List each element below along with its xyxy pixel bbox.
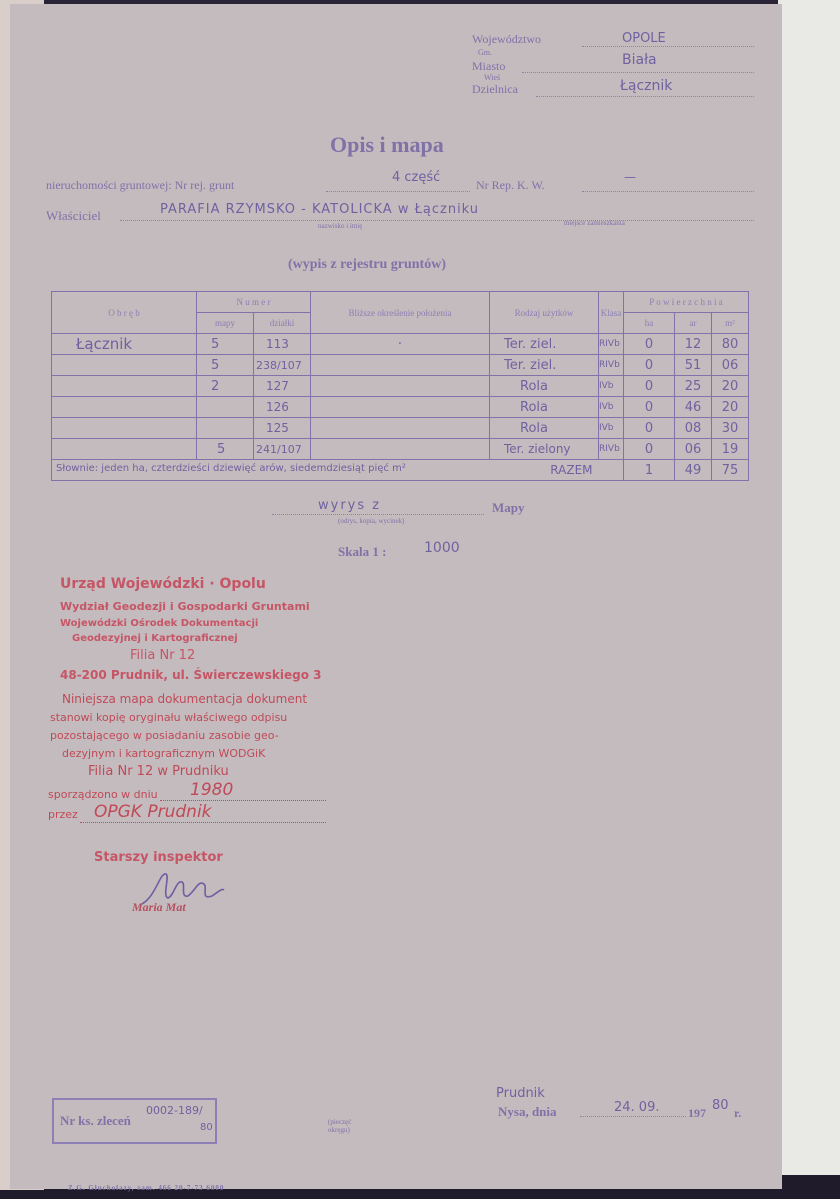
owner-label: Właściciel <box>46 208 101 223</box>
cell-ha: 0 <box>624 334 675 355</box>
owner-dotline <box>120 220 754 221</box>
table-row <box>52 439 749 460</box>
document-subtitle: (wypis z rejestru gruntów) <box>288 257 446 272</box>
certification-line2: stanowi kopię oryginału właściwego odpisu <box>50 711 288 724</box>
signatory-name: Maria Mat <box>132 900 186 914</box>
cell-mapa: 5 <box>197 355 254 376</box>
stamp-line1: Urząd Wojewódzki · Opolu <box>60 576 266 592</box>
kw-label: Nr Rep. K. W. <box>476 178 545 192</box>
header-numer: N u m e r <box>197 292 311 313</box>
scale-value: 1000 <box>424 540 460 556</box>
stamp-line2: Wydział Geodezji i Gospodarki Gruntami <box>60 600 310 613</box>
cell-rodzaj: Ter. zielony <box>490 439 599 460</box>
owner-caption-left: nazwisko i imię <box>318 222 363 230</box>
table-row <box>52 376 749 397</box>
cell-dzialka: 126 <box>254 397 311 418</box>
cell-m2: 20 <box>712 376 749 397</box>
certification-by-value: OPGK Prudnik <box>94 802 212 822</box>
total-ha: 1 <box>624 460 675 481</box>
cell-okreslenie <box>311 355 490 376</box>
footer-year-value: 80 <box>712 1098 729 1113</box>
cell-mapa: 2 <box>197 376 254 397</box>
municipality-label: Miasto <box>472 59 506 73</box>
cell-rodzaj: Ter. ziel. <box>490 334 599 355</box>
cell-mapa: 5 <box>197 334 254 355</box>
cell-obreb <box>52 439 197 460</box>
cell-klasa: IVb <box>599 397 624 418</box>
cell-obreb <box>52 355 197 376</box>
cell-m2: 30 <box>712 418 749 439</box>
cell-m2: 20 <box>712 397 749 418</box>
header-dzialki: działki <box>254 313 311 334</box>
cell-m2: 06 <box>712 355 749 376</box>
owner-caption-right: miejsce zamieszkania <box>564 219 625 227</box>
cell-ha: 0 <box>624 418 675 439</box>
cell-obreb <box>52 376 197 397</box>
extract-caption: (odrys, kopia, wycinek) <box>338 517 405 525</box>
cell-klasa: RIVb <box>599 355 624 376</box>
cell-okreslenie <box>311 439 490 460</box>
order-number-label: Nr ks. zleceń <box>60 1113 131 1128</box>
cell-ha: 0 <box>624 355 675 376</box>
header-m2: m² <box>712 313 749 334</box>
cell-okreslenie <box>311 376 490 397</box>
cell-dzialka: 113 <box>254 334 311 355</box>
extract-value: wyrys z <box>318 498 382 513</box>
property-label: nieruchomości gruntowej: Nr rej. grunt <box>46 178 235 192</box>
cell-okreslenie: · <box>311 334 490 355</box>
cell-ha: 0 <box>624 376 675 397</box>
table-row <box>52 355 749 376</box>
order-number-box <box>52 1098 217 1144</box>
cell-obreb <box>52 397 197 418</box>
cell-mapa <box>197 418 254 439</box>
header-okreslenie: Bliższe określenie położenia <box>311 292 490 334</box>
municipality-value: Biała <box>622 52 657 68</box>
certification-line3: pozostającego w posiadaniu zasobie geo- <box>50 729 279 742</box>
cell-rodzaj: Rola <box>490 418 599 439</box>
header-ar: ar <box>675 313 712 334</box>
area-in-words-text: Słownie: jeden ha, czterdzieści dziewięć arów, siedemdziesiąt pięć m² <box>56 463 406 474</box>
table-row <box>52 397 749 418</box>
cell-ha: 0 <box>624 397 675 418</box>
table-row <box>52 334 749 355</box>
signatory-title: Starszy inspektor <box>94 850 223 865</box>
cell-ha: 0 <box>624 439 675 460</box>
stamp-line4: Geodezyjnej i Kartograficznej <box>72 633 238 644</box>
table-total-row <box>52 460 749 481</box>
footer-place-handwritten: Prudnik <box>496 1086 545 1101</box>
village-label-prefix: Wieś <box>484 73 501 82</box>
cell-okreslenie <box>311 418 490 439</box>
background-card-right <box>778 0 840 1175</box>
footer-seal-caption: (pieczęć okręgu) <box>328 1118 352 1134</box>
cell-dzialka: 238/107 <box>254 355 311 376</box>
scale-label: Skala 1 : <box>338 544 387 559</box>
kw-dotline <box>582 191 754 192</box>
footer-place-printed: Nysa, dnia <box>498 1104 557 1119</box>
document-title: Opis i mapa <box>330 132 444 157</box>
voivodeship-label: Województwo <box>472 32 542 46</box>
total-label: RAZEM <box>550 463 593 477</box>
property-value: 4 część <box>392 170 441 185</box>
voivodeship-dotline <box>582 46 754 47</box>
kw-value: — <box>624 170 636 184</box>
village-value: Łącznik <box>620 78 673 94</box>
cell-ar: 51 <box>675 355 712 376</box>
header-ha: ha <box>624 313 675 334</box>
footer-year-prefix: 197 <box>688 1106 706 1120</box>
table-row <box>52 418 749 439</box>
cell-dzialka: 241/107 <box>254 439 311 460</box>
owner-value: PARAFIA RZYMSKO - KATOLICKA w Łączniku <box>160 202 480 217</box>
cell-mapa <box>197 397 254 418</box>
cell-ar: 12 <box>675 334 712 355</box>
certification-by-label: przez <box>48 808 78 821</box>
certification-date-value: 1980 <box>190 780 234 800</box>
header-obreb: O b r ę b <box>52 292 197 334</box>
cell-m2: 19 <box>712 439 749 460</box>
cell-m2: 80 <box>712 334 749 355</box>
cell-dzialka: 125 <box>254 418 311 439</box>
cell-klasa: RIVb <box>599 439 624 460</box>
cell-rodzaj: Rola <box>490 397 599 418</box>
certification-line5: Filia Nr 12 w Prudniku <box>88 764 229 779</box>
cell-rodzaj: Ter. ziel. <box>490 355 599 376</box>
cell-mapa: 5 <box>197 439 254 460</box>
total-ar: 49 <box>675 460 712 481</box>
cell-ar: 46 <box>675 397 712 418</box>
cell-ar: 25 <box>675 376 712 397</box>
area-in-words <box>52 460 599 481</box>
cell-rodzaj: Rola <box>490 376 599 397</box>
extract-suffix: Mapy <box>492 500 525 515</box>
certification-line1: Niniejsza mapa dokumentacja dokument <box>62 692 308 706</box>
municipality-label-prefix: Gm. <box>478 48 492 57</box>
document-sheet <box>10 4 782 1189</box>
voivodeship-value: OPOLE <box>622 31 666 46</box>
order-number-value-year: 80 <box>200 1122 213 1133</box>
village-dotline <box>536 96 754 97</box>
land-register-table <box>51 291 749 481</box>
certification-date-label: sporządzono w dniu <box>48 788 158 801</box>
cell-klasa: RIVb <box>599 334 624 355</box>
cell-klasa: IVb <box>599 376 624 397</box>
header-klasa: Klasa <box>599 292 624 334</box>
cell-ar: 06 <box>675 439 712 460</box>
total-m2: 75 <box>712 460 749 481</box>
stamp-line3: Wojewódzki Ośrodek Dokumentacji <box>60 618 259 629</box>
cell-klasa: IVb <box>599 418 624 439</box>
cell-okreslenie <box>311 397 490 418</box>
stamp-line5: Filia Nr 12 <box>130 648 196 663</box>
footer-printer-line: Z.G. Głuchołazy, zam. 466 20-7-73 6000 <box>68 1184 225 1192</box>
cell-obreb <box>52 418 197 439</box>
header-mapy: mapy <box>197 313 254 334</box>
footer-year-suffix: r. <box>734 1106 742 1120</box>
stamp-line6: 48-200 Prudnik, ul. Świerczewskiego 3 <box>60 668 322 682</box>
certification-line4: dezyjnym i kartograficznym WODGiK <box>62 747 266 760</box>
order-number-value: 0002-189/ <box>146 1104 203 1117</box>
village-label: Dzielnica <box>472 82 518 96</box>
municipality-dotline <box>522 72 754 73</box>
cell-dzialka: 127 <box>254 376 311 397</box>
cell-obreb: Łącznik <box>52 334 197 355</box>
property-dotline <box>326 191 470 192</box>
header-powierzchnia: P o w i e r z c h n i a <box>624 292 749 313</box>
cell-ar: 08 <box>675 418 712 439</box>
header-rodzaj: Rodzaj użytków <box>490 292 599 334</box>
footer-date-value: 24. 09. <box>614 1100 660 1115</box>
